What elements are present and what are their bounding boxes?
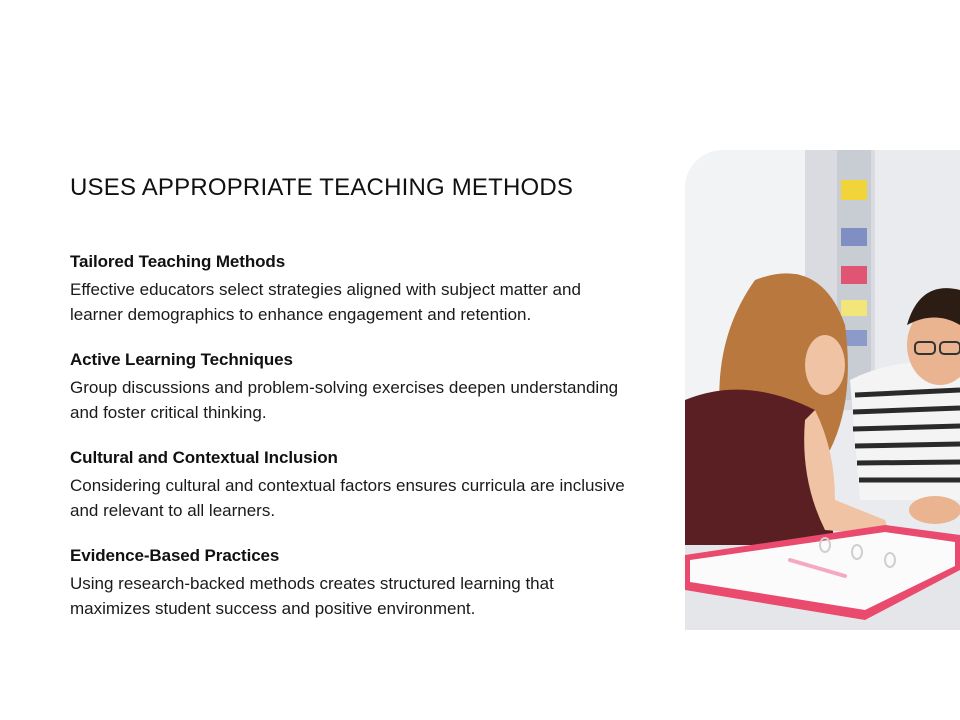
- sections-list: [70, 252, 630, 644]
- section-body: Using research-backed methods creates structured learning that maximizes student success and positive environment.: [70, 574, 554, 618]
- section-tailored-methods: [70, 252, 630, 327]
- section-heading: Evidence-Based Practices: [70, 546, 280, 565]
- students-illustration: [685, 150, 960, 630]
- section-heading: Cultural and Contextual Inclusion: [70, 448, 338, 467]
- section-cultural-inclusion: [70, 448, 630, 523]
- section-body: Group discussions and problem-solving exercises deepen understanding and foster critical thinking.: [70, 378, 619, 422]
- section-active-learning: [70, 350, 630, 425]
- section-body: Considering cultural and contextual factors ensures curricula are inclusive and relevant to all learners.: [70, 476, 625, 520]
- slide-title: USES APPROPRIATE TEACHING METHODS: [70, 174, 574, 202]
- students-photo: [685, 150, 960, 630]
- section-heading: Tailored Teaching Methods: [70, 252, 286, 271]
- section-evidence-based: [70, 546, 630, 621]
- section-heading: Active Learning Techniques: [70, 350, 293, 369]
- section-body: Effective educators select strategies aligned with subject matter and learner demographics to enhance engagement and retention.: [70, 280, 581, 324]
